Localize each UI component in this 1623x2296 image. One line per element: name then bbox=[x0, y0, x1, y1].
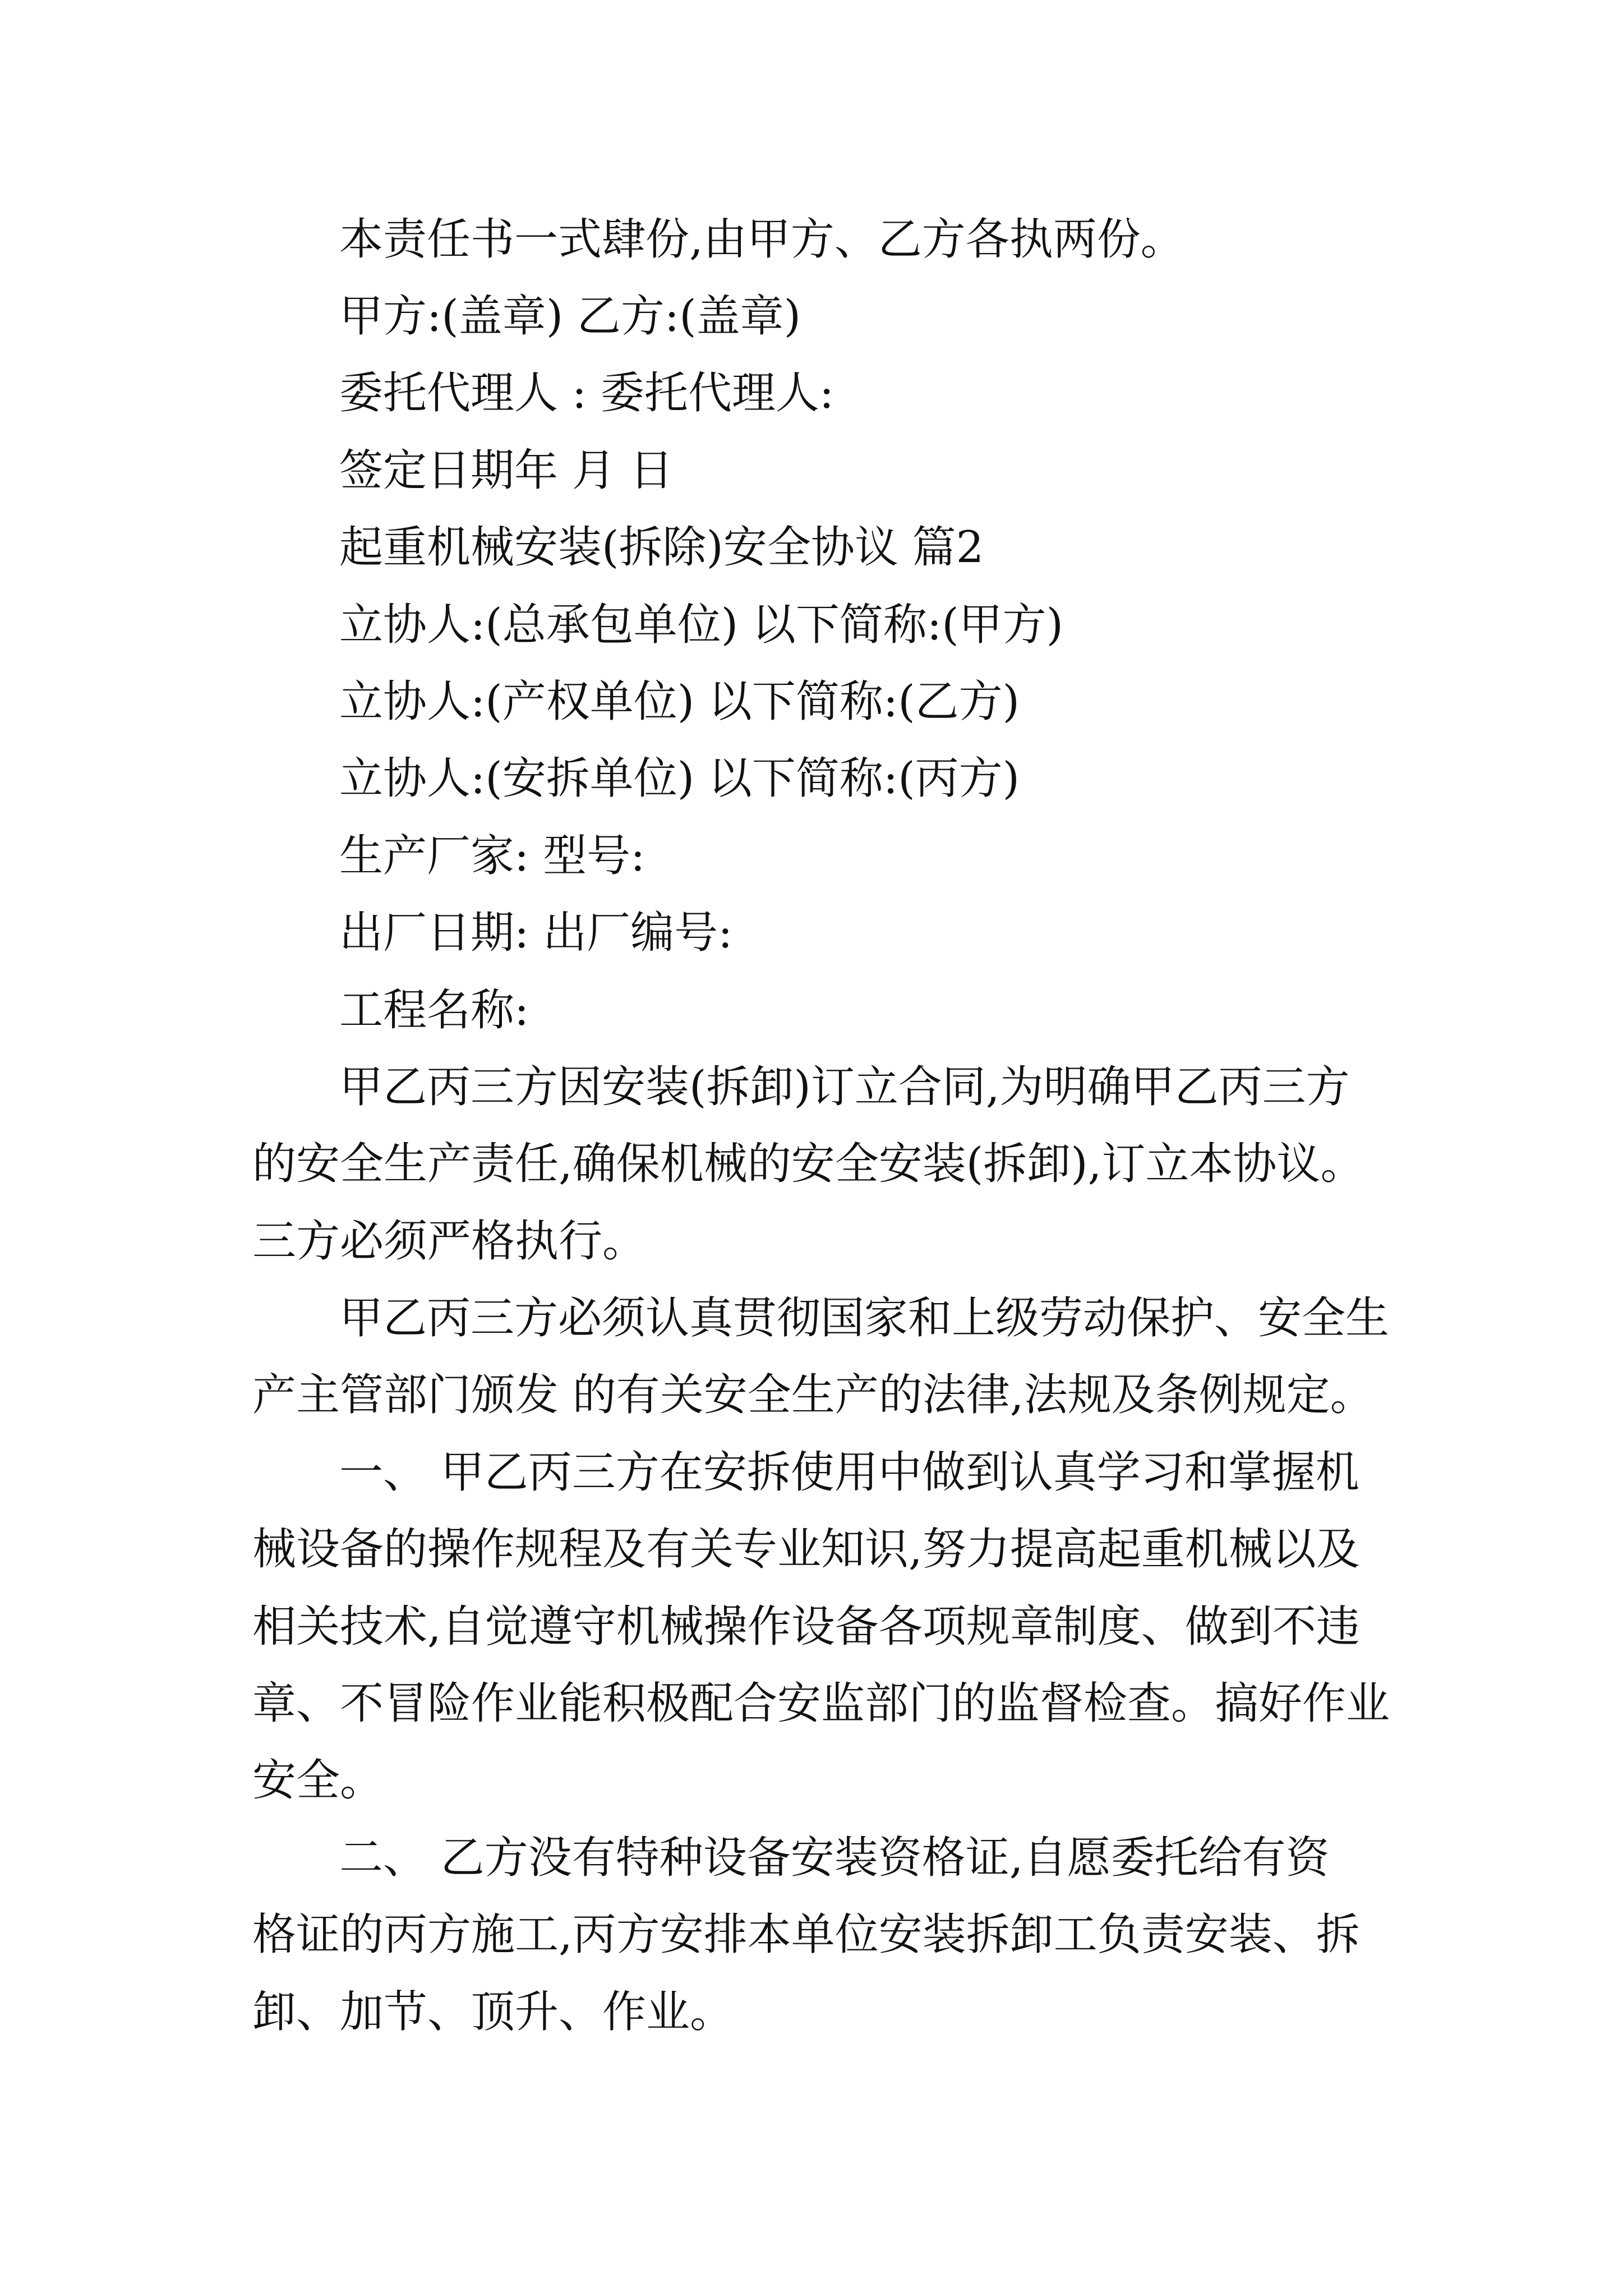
paragraph-1-line: 三方必须严格执行。 bbox=[252, 1216, 647, 1267]
paragraph-3-line: 安全。 bbox=[252, 1755, 384, 1806]
paragraph-4-line: 卸、加节、顶升、作业。 bbox=[252, 1987, 734, 2037]
line-factory-date: 出厂日期: 出厂编号: bbox=[339, 908, 733, 958]
paragraph-4-line: 二、 乙方没有特种设备安装资格证,自愿委托给有资 bbox=[339, 1833, 1330, 1883]
line-signing-date: 签定日期年 月 日 bbox=[339, 445, 674, 496]
line-copies: 本责任书一式肆份,由甲方、乙方各执两份。 bbox=[339, 214, 1184, 265]
line-manufacturer: 生产厂家: 型号: bbox=[339, 831, 645, 881]
line-party-b: 立协人:(产权单位) 以下简称:(乙方) bbox=[339, 677, 1020, 727]
paragraph-1-line: 的安全生产责任,确保机械的安全安装(拆卸),订立本协议。 bbox=[252, 1139, 1364, 1189]
paragraph-3-line: 章、不冒险作业能积极配合安监部门的监督检查。搞好作业 bbox=[252, 1678, 1390, 1729]
paragraph-1-line: 甲乙丙三方因安装(拆卸)订立合同,为明确甲乙丙三方 bbox=[339, 1062, 1350, 1112]
paragraph-2-line: 甲乙丙三方必须认真贯彻国家和上级劳动保护、安全生 bbox=[339, 1293, 1390, 1343]
paragraph-3-line: 相关技术,自觉遵守机械操作设备各项规章制度、做到不违 bbox=[252, 1602, 1360, 1652]
line-seals: 甲方:(盖章) 乙方:(盖章) bbox=[339, 291, 801, 342]
paragraph-3-line: 一、 甲乙丙三方在安拆使用中做到认真学习和掌握机 bbox=[339, 1447, 1359, 1498]
paragraph-4-line: 格证的丙方施工,丙方安排本单位安装拆卸工负责安装、拆 bbox=[252, 1910, 1360, 1960]
line-project-name: 工程名称: bbox=[339, 985, 529, 1036]
paragraph-3-line: 械设备的操作规程及有关专业知识,努力提高起重机械以及 bbox=[252, 1524, 1360, 1575]
line-agents: 委托代理人 : 委托代理人: bbox=[339, 368, 834, 418]
section-heading: 起重机械安装(拆除)安全协议 篇2 bbox=[339, 522, 984, 573]
line-party-a: 立协人:(总承包单位) 以下简称:(甲方) bbox=[339, 600, 1064, 650]
line-party-c: 立协人:(安拆单位) 以下简称:(丙方) bbox=[339, 753, 1020, 804]
paragraph-2-line: 产主管部门颁发 的有关安全生产的法律,法规及条例规定。 bbox=[252, 1370, 1374, 1420]
